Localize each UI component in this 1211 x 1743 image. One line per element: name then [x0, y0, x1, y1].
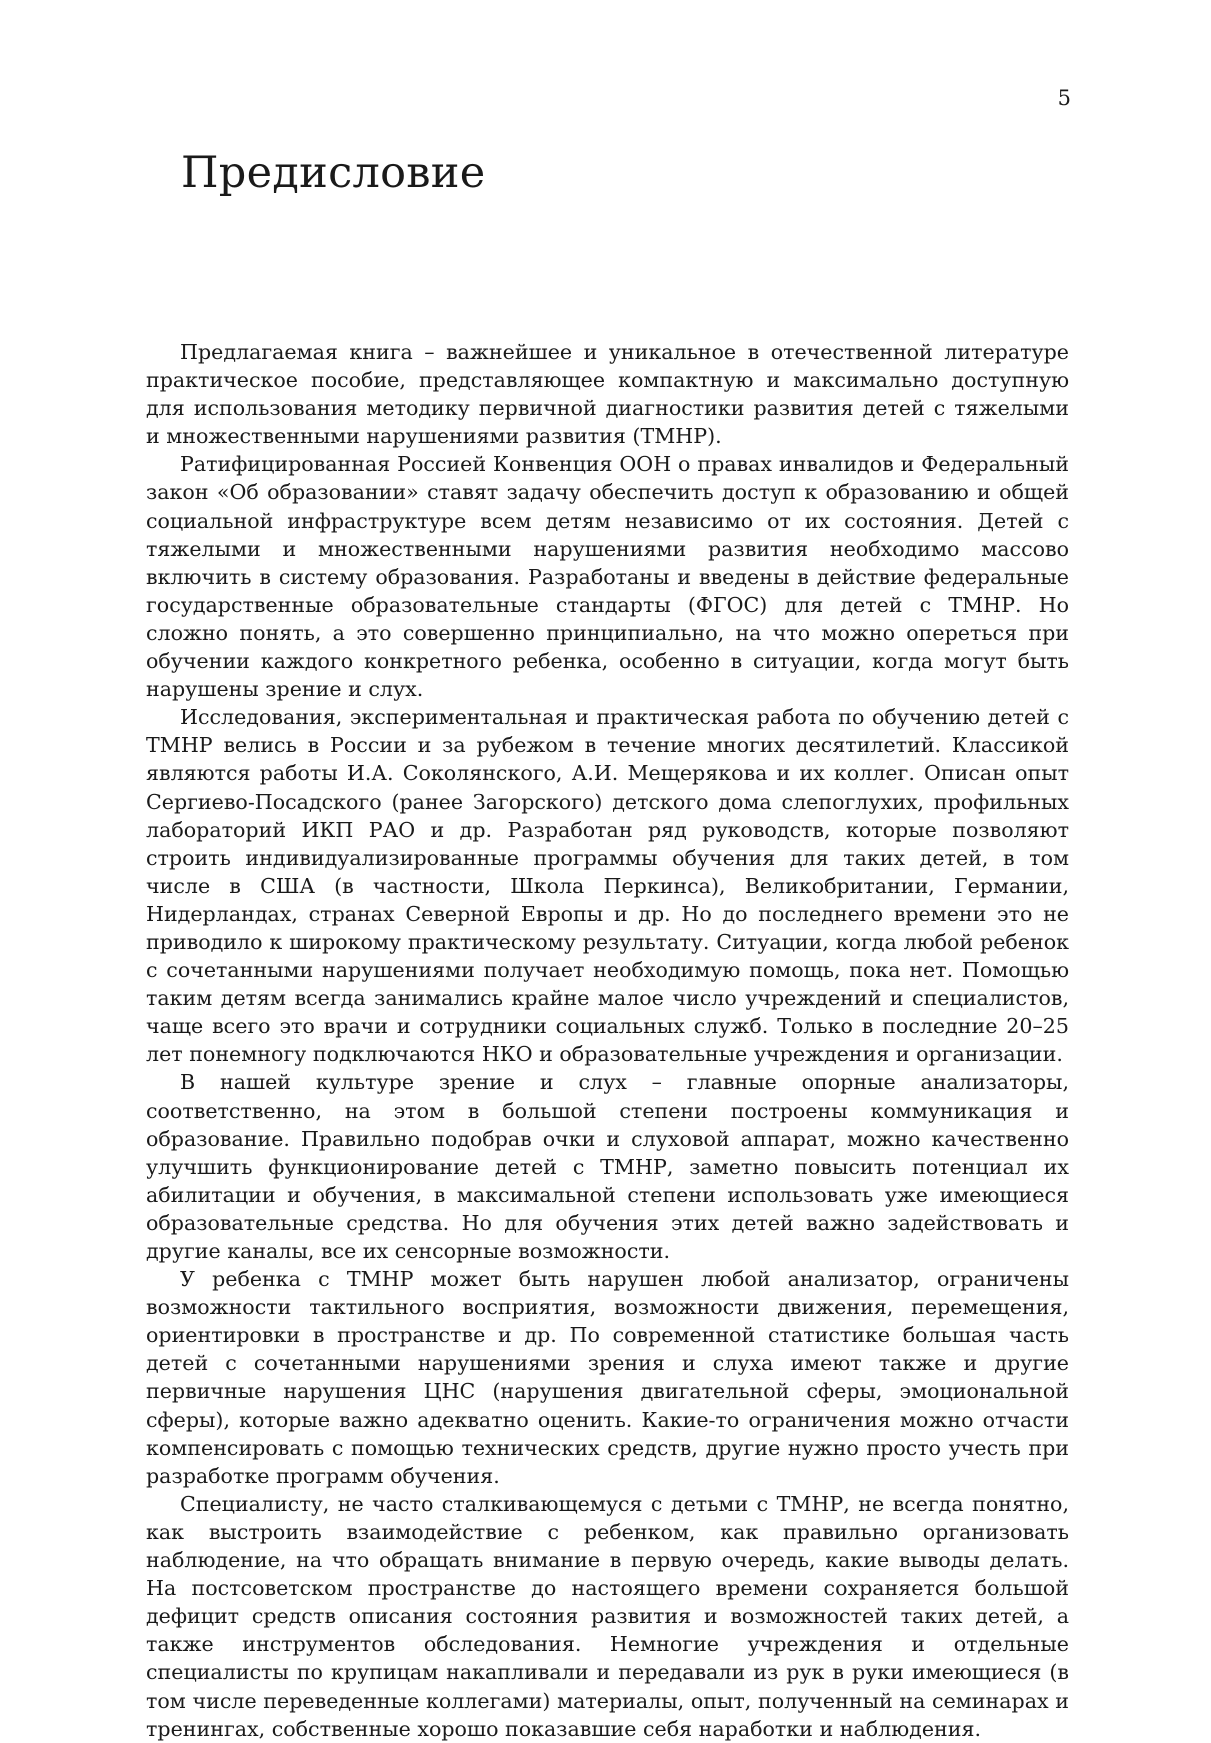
paragraph: У ребенка с ТМНР может быть нарушен любой анализатор, ограничены возможности тактильного восприятия, возможности движения, перемещения, ориентировки в пространстве и др. По современной статистике большая часть детей с сочетанными нарушениями зрения и слуха имеют также и другие первичные нарушения ЦНС (нарушения двигательной сферы, эмоциональной сферы), которые важно адекватно оценить. Какие-то ограничения можно отчасти компенсировать с помощью технических средств, другие нужно просто учесть при разработке программ обучения. [146, 1267, 1069, 1488]
paragraph: Специалисту, не часто сталкивающемуся с детьми с ТМНР, не всегда понятно, как выстроить взаимодействие с ребенком, как правильно организовать наблюдение, на что обращать внимание в первую очередь, какие выводы делать. На постсоветском пространстве до настоящего времени сохраняется большой дефицит средств описания состояния развития и возможностей таких детей, а также инструментов обследования. Немногие учреждения и отдельные специалисты по крупицам накапливали и передавали из рук в руки имеющиеся (в том числе переведенные коллегами) материалы, опыт, полученный на семинарах и тренингах, собственные хорошо показавшие себя наработки и наблюдения. [146, 1491, 1069, 1741]
paragraph: Исследования, экспериментальная и практическая работа по обучению детей с ТМНР велись в России и за рубежом в течение многих десятилетий. Классикой являются работы И.А. Соколянского, А.И. Мещерякова и их коллег. Описан опыт Сергиево-Посадского (ранее Загорского) детского дома слепоглухих, профильных лабораторий ИКП РАО и др. Разработан ряд руководств, которые позволяют строить индивидуализированные программы обучения для таких детей, в том числе в США (в частности, Школа Перкинса), Великобритании, Германии, Нидерландах, странах Северной Европы и др. Но до последнего времени это не приводило к широкому практическому результату. Ситуации, когда любой ребенок с сочетанными нарушениями получает необходимую помощь, пока нет. Помощью таким детям всегда занимались крайне малое число учреждений и специалистов, чаще всего это врачи и сотрудники социальных служб. Только в последние 20–25 лет понемногу подключаются НКО и образовательные учреждения и организации. [146, 705, 1069, 1067]
paragraph: В нашей культуре зрение и слух – главные опорные анализаторы, соответственно, на этом в большой степени построены коммуникация и образование. Правильно подобрав очки и слуховой аппарат, можно качественно улучшить функционирование детей с ТМНР, заметно повысить потенциал их абилитации и обучения, в максимальной степени использовать уже имеющиеся образовательные средства. Но для обучения этих детей важно задействовать и другие каналы, все их сенсорные возможности. [146, 1070, 1069, 1263]
page-number: 5 [1057, 86, 1071, 110]
paragraph: Ратифицированная Россией Конвенция ООН о правах инвалидов и Федеральный закон «Об образовании» ставят задачу обеспечить доступ к образованию и общей социальной инфраструктуре всем детям независимо от их состояния. Детей с тяжелыми и множественными нарушениями развития необходимо массово включить в систему образования. Разработаны и введены в действие федеральные государственные образовательные стандарты (ФГОС) для детей с ТМНР. Но сложно понять, а это совершенно принципиально, на что можно опереться при обучении каждого конкретного ребенка, особенно в ситуации, когда могут быть нарушены зрение и слух. [146, 452, 1069, 702]
paragraph: Предлагаемая книга – важнейшее и уникальное в отечественной литературе практическое пособие, представляющее компактную и максимально доступную для использования методику первичной диагностики развития детей с тяжелыми и множественными нарушениями развития (ТМНР). [146, 340, 1069, 449]
body-text [146, 338, 1069, 1743]
chapter-title: Предисловие [181, 148, 486, 198]
